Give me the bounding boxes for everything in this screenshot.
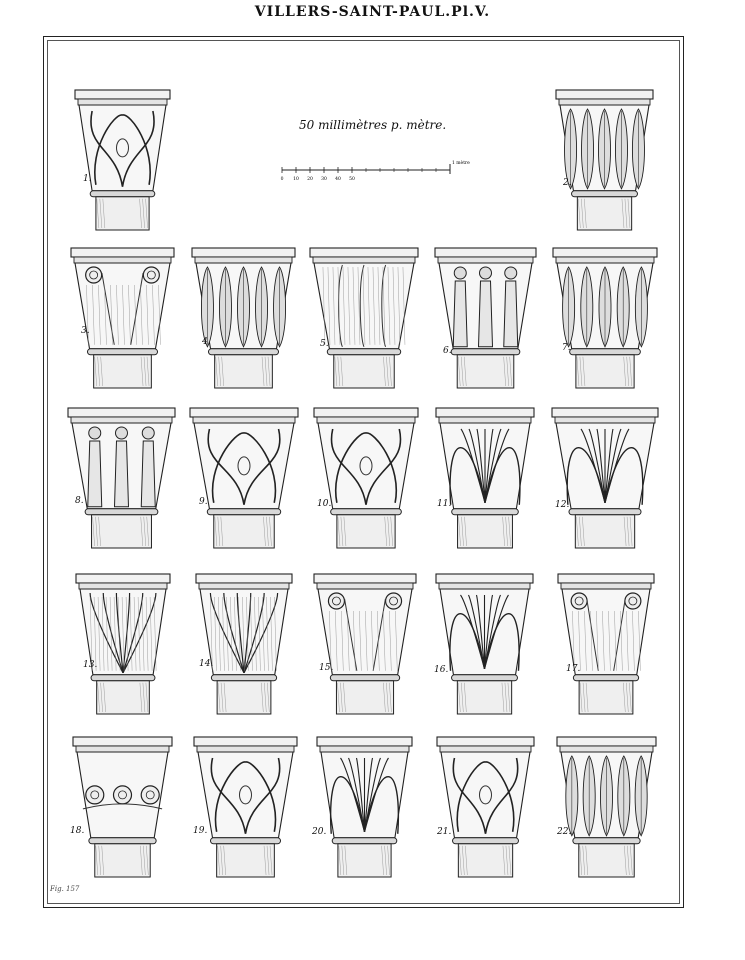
- capital-drawing: [314, 574, 416, 714]
- scale-tick-label: 0: [280, 177, 284, 182]
- capital-number: 8.: [75, 496, 84, 506]
- capital-drawing: [436, 408, 534, 548]
- capital-number: 9.: [199, 497, 208, 507]
- capital-engraving: [556, 90, 653, 230]
- capital-number: 18.: [70, 826, 85, 836]
- scale-tick-label: 30: [321, 177, 327, 182]
- scale-tick-label: 50: [349, 177, 355, 182]
- scale-tick-label: 20: [307, 177, 313, 182]
- capital-drawing: [71, 248, 174, 388]
- capital-drawing: [75, 90, 170, 230]
- capital-engraving: [75, 90, 170, 230]
- capital-engraving: [68, 408, 175, 548]
- capital-drawing: [76, 574, 170, 714]
- capital-engraving: [71, 248, 174, 388]
- plate-header: [0, 4, 745, 20]
- engraver-signature: Fig. 157: [50, 885, 80, 893]
- capital-number: 15.: [319, 663, 334, 673]
- capital-drawing: [435, 248, 536, 388]
- capital-drawing: [190, 408, 298, 548]
- capital-drawing: [436, 574, 533, 714]
- capital-engraving: [76, 574, 170, 714]
- capital-engraving: [310, 248, 418, 388]
- capital-drawing: [314, 408, 418, 548]
- capital-drawing: [558, 574, 654, 714]
- capital-drawing: [553, 248, 657, 388]
- scale-tick-label: 10: [293, 177, 299, 182]
- capital-number: 17.: [566, 664, 581, 674]
- capital-number: 6.: [443, 346, 452, 356]
- capital-engraving: [558, 574, 654, 714]
- capital-drawing: [73, 737, 172, 877]
- capital-engraving: [196, 574, 292, 714]
- capital-number: 3.: [81, 326, 90, 336]
- capital-engraving: [192, 248, 295, 388]
- capital-number: 5.: [320, 339, 329, 349]
- capital-engraving: [73, 737, 172, 877]
- capital-engraving: [436, 574, 533, 714]
- capital-engraving: [557, 737, 656, 877]
- capital-number: 16.: [434, 665, 449, 675]
- capital-number: 11.: [437, 499, 452, 509]
- capital-number: 10.: [317, 499, 332, 509]
- capital-number: 13.: [83, 660, 98, 670]
- capital-drawing: [68, 408, 175, 548]
- scale-label: 50 millimètres p. mètre.: [299, 118, 447, 132]
- capital-engraving: [194, 737, 297, 877]
- capital-engraving: [552, 408, 658, 548]
- capital-number: 22.: [557, 827, 572, 837]
- capital-engraving: [437, 737, 534, 877]
- capital-drawing: [196, 574, 292, 714]
- scale-end-label: 1 mètre: [452, 161, 470, 166]
- capital-engraving: [435, 248, 536, 388]
- capital-engraving: [314, 574, 416, 714]
- capital-drawing: [317, 737, 412, 877]
- capital-number: 21.: [437, 827, 452, 837]
- capital-drawing: [437, 737, 534, 877]
- capital-number: 4.: [202, 337, 211, 347]
- capital-number: 14.: [199, 659, 214, 669]
- scale-tick-label: 40: [335, 177, 341, 182]
- capital-number: 20.: [312, 827, 327, 837]
- capital-engraving: [436, 408, 534, 548]
- capital-engraving: [317, 737, 412, 877]
- plate-number: Pl.V.: [451, 4, 491, 20]
- capital-number: 19.: [193, 826, 208, 836]
- capital-number: 2.: [563, 178, 572, 188]
- capital-number: 7.: [562, 343, 571, 353]
- capital-engraving: [314, 408, 418, 548]
- capital-drawing: [552, 408, 658, 548]
- plate-title: VILLERS-SAINT-PAUL.: [254, 4, 452, 20]
- capital-number: 1.: [83, 174, 92, 184]
- capital-drawing: [557, 737, 656, 877]
- scale-bar: [280, 160, 470, 182]
- capital-drawing: [192, 248, 295, 388]
- capital-drawing: [194, 737, 297, 877]
- capital-drawing: [556, 90, 653, 230]
- capital-number: 12.: [555, 500, 570, 510]
- capital-engraving: [190, 408, 298, 548]
- capital-engraving: [553, 248, 657, 388]
- capital-drawing: [310, 248, 418, 388]
